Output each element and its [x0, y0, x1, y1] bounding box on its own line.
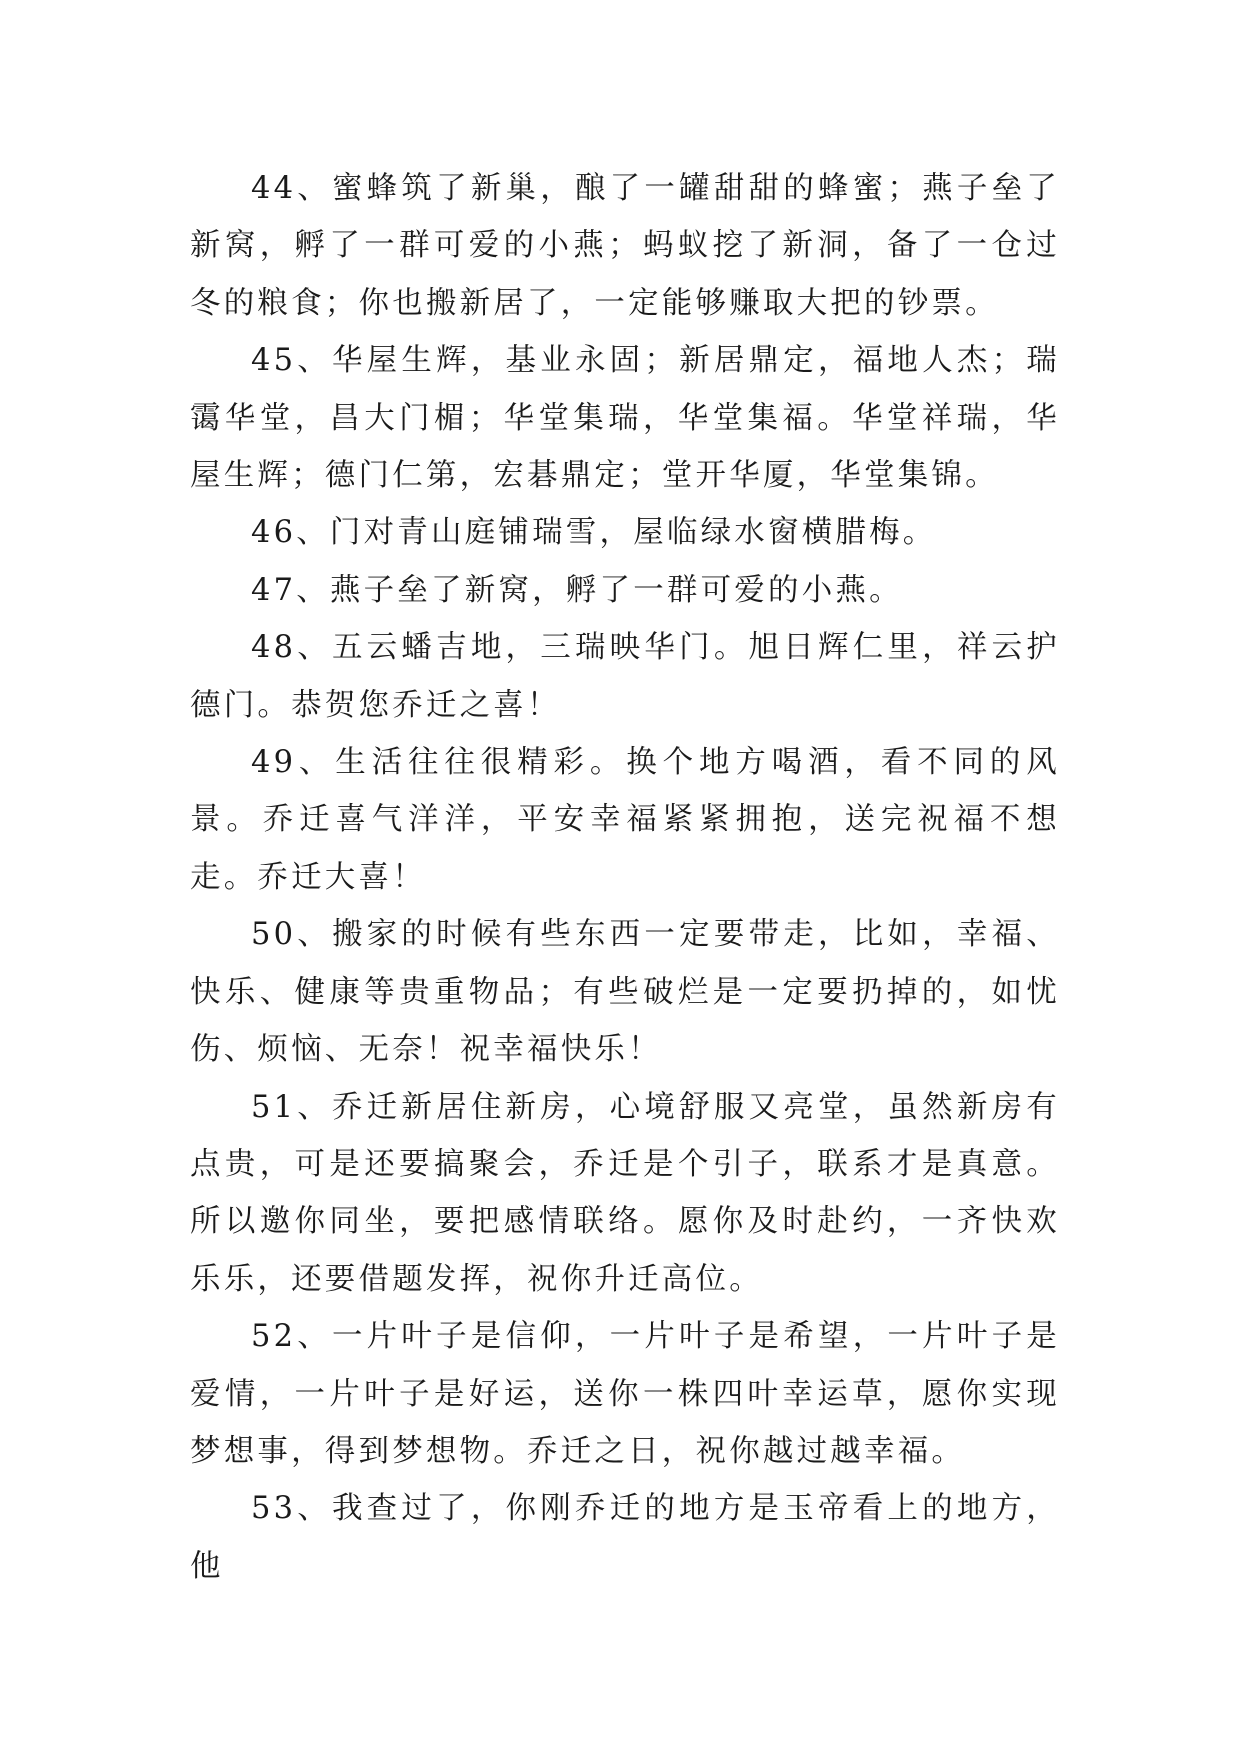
paragraph-50: 50、搬家的时候有些东西一定要带走，比如，幸福、快乐、健康等贵重物品；有些破烂是一定要扔掉的，如忧伤、烦恼、无奈！祝幸福快乐！ — [190, 917, 1060, 1068]
paragraph-48: 48、五云蟠吉地，三瑞映华门。旭日辉仁里，祥云护德门。恭贺您乔迁之喜！ — [190, 630, 1060, 723]
paragraph-49: 49、生活往往很精彩。换个地方喝酒，看不同的风景。乔迁喜气洋洋，平安幸福紧紧拥抱，送完祝福不想走。乔迁大喜！ — [190, 745, 1060, 895]
paragraph-45: 45、华屋生辉，基业永固；新居鼎定，福地人杰；瑞霭华堂，昌大门楣；华堂集瑞，华堂集福。华堂祥瑞，华屋生辉；德门仁第，宏碁鼎定；堂开华厦，华堂集锦。 — [190, 343, 1060, 494]
paragraph-44: 44、蜜蜂筑了新巢，酿了一罐甜甜的蜂蜜；燕子垒了新窝，孵了一群可爱的小燕；蚂蚁挖了新洞，备了一仓过冬的粮食；你也搬新居了，一定能够赚取大把的钞票。 — [190, 171, 1060, 321]
paragraph-52: 52、一片叶子是信仰，一片叶子是希望，一片叶子是爱情，一片叶子是好运，送你一株四叶幸运草，愿你实现梦想事，得到梦想物。乔迁之日，祝你越过越幸福。 — [190, 1319, 1060, 1469]
paragraph-47: 47、燕子垒了新窝，孵了一群可爱的小燕。 — [251, 572, 903, 608]
paragraph-53: 53、我查过了，你刚乔迁的地方是玉帝看上的地方，他 — [190, 1491, 1060, 1584]
paragraph-46: 46、门对青山庭铺瑞雪，屋临绿水窗横腊梅。 — [251, 515, 937, 551]
document-body — [190, 160, 1060, 1595]
paragraph-51: 51、乔迁新居住新房，心境舒服又亮堂，虽然新房有点贵，可是还要搞聚会，乔迁是个引子，联系才是真意。所以邀你同坐，要把感情联络。愿你及时赴约，一齐快欢乐乐，还要借题发挥，祝你升迁高位。 — [190, 1089, 1060, 1297]
